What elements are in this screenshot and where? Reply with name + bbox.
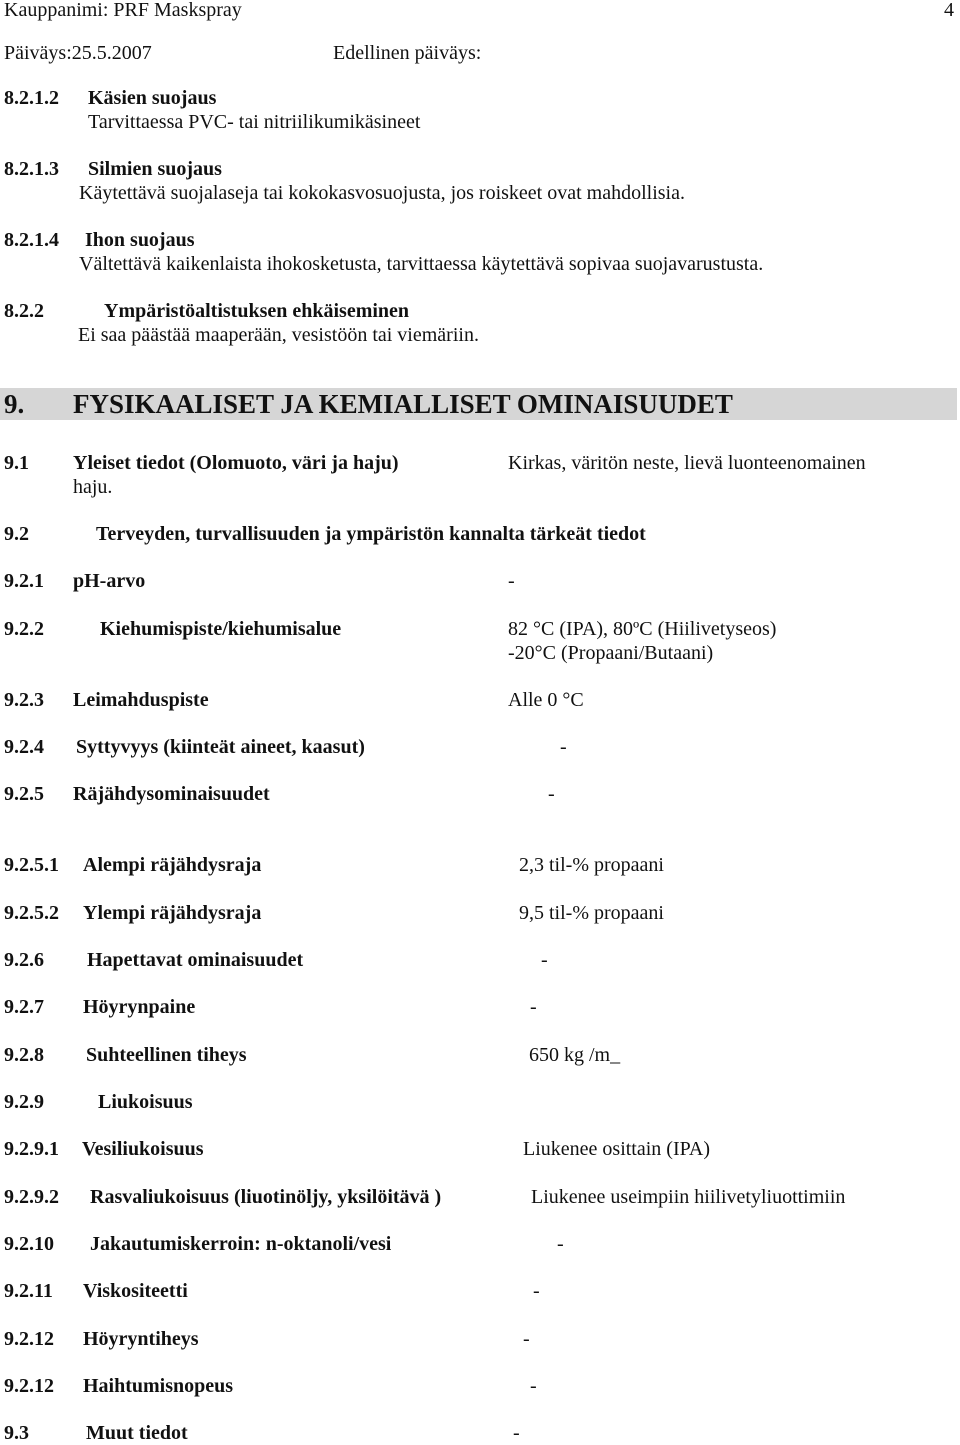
section-title: Yleiset tiedot (Olomuoto, väri ja haju)	[73, 452, 399, 474]
property-number: 9.2.3	[4, 689, 44, 711]
section-9-number: 9.	[4, 389, 25, 419]
property-value: Alle 0 °C	[508, 689, 584, 711]
property-number: 9.2.5.2	[4, 902, 59, 924]
property-label: Viskositeetti	[83, 1280, 188, 1302]
property-label: pH-arvo	[73, 570, 146, 592]
property-value: 82 °C (IPA), 80ºC (Hiilivetyseos)	[508, 618, 777, 640]
property-value: 650 kg /m_	[529, 1044, 621, 1066]
property-number: 9.2.8	[4, 1044, 44, 1066]
property-value: -	[508, 570, 515, 592]
property-value: -	[541, 949, 548, 971]
section-title: Ihon suojaus	[85, 229, 195, 251]
property-number: 9.2.7	[4, 996, 44, 1018]
section-title: Silmien suojaus	[88, 158, 222, 180]
property-value: -	[523, 1328, 530, 1350]
property-label: Leimahduspiste	[73, 689, 209, 711]
property-label: Rasvaliukoisuus (liuotinöljy, yksilöitävä )	[90, 1186, 442, 1208]
property-label: Räjähdysominaisuudet	[73, 783, 270, 805]
property-label: Höyryntiheys	[83, 1328, 199, 1350]
property-value: -	[560, 736, 567, 758]
property-value: -	[530, 1375, 537, 1397]
property-number: 9.2.5	[4, 783, 44, 805]
property-value: -	[548, 783, 555, 805]
property-number: 9.2.6	[4, 949, 44, 971]
section-number: 9.1	[4, 452, 29, 474]
property-number: 9.2.11	[4, 1280, 53, 1302]
property-number: 9.2.4	[4, 736, 44, 758]
property-value: 2,3 til-% propaani	[519, 854, 664, 876]
property-label: Vesiliukoisuus	[82, 1138, 204, 1160]
section-title: Terveyden, turvallisuuden ja ympäristön kannalta tärkeät tiedot	[96, 523, 646, 545]
property-label: Syttyvyys (kiinteät aineet, kaasut)	[76, 736, 365, 758]
property-label: Kiehumispiste/kiehumisalue	[100, 618, 342, 640]
property-number: 9.2.9.1	[4, 1138, 59, 1160]
property-value: -	[513, 1422, 520, 1444]
product-name: Kauppanimi: PRF Maskspray	[4, 0, 242, 21]
section-value-continued: haju.	[73, 476, 113, 498]
section-title: Ympäristöaltistuksen ehkäiseminen	[104, 300, 410, 322]
property-label: Höyrynpaine	[83, 996, 196, 1018]
section-text: Tarvittaessa PVC- tai nitriilikumikäsineet	[88, 111, 421, 133]
property-label: Muut tiedot	[86, 1422, 188, 1444]
property-value: 9,5 til-% propaani	[519, 902, 664, 924]
section-number: 9.2	[4, 523, 29, 545]
property-value: -	[530, 996, 537, 1018]
section-text: Ei saa päästää maaperään, vesistöön tai viemäriin.	[78, 324, 479, 346]
property-number: 9.2.12	[4, 1328, 54, 1350]
property-value: Liukenee osittain (IPA)	[523, 1138, 711, 1160]
property-number: 9.2.2	[4, 618, 44, 640]
property-label: Alempi räjähdysraja	[83, 854, 262, 876]
property-number: 9.3	[4, 1422, 29, 1444]
property-label: Suhteellinen tiheys	[86, 1044, 247, 1066]
property-label: Hapettavat ominaisuudet	[87, 949, 304, 971]
property-value: -	[557, 1233, 564, 1255]
section-text: Käytettävä suojalaseja tai kokokasvosuojusta, jos roiskeet ovat mahdollisia.	[79, 182, 685, 204]
property-label: Haihtumisnopeus	[83, 1375, 234, 1397]
section-number: 8.2.1.3	[4, 158, 59, 180]
property-label: Ylempi räjähdysraja	[83, 902, 262, 924]
page-number: 4	[944, 0, 954, 21]
section-text: Vältettävä kaikenlaista ihokosketusta, tarvittaessa käytettävä sopivaa suojavarustusta.	[79, 253, 764, 275]
property-value: -	[533, 1280, 540, 1302]
property-number: 9.2.9	[4, 1091, 44, 1113]
property-number: 9.2.9.2	[4, 1186, 59, 1208]
property-number: 9.2.10	[4, 1233, 54, 1255]
section-number: 8.2.2	[4, 300, 44, 322]
property-label: Jakautumiskerroin: n-oktanoli/vesi	[90, 1233, 392, 1255]
property-value: Liukenee useimpiin hiilivetyliuottimiin	[531, 1186, 846, 1208]
property-number: 9.2.5.1	[4, 854, 59, 876]
document-date: Päiväys:25.5.2007	[4, 42, 152, 64]
property-number: 9.2.12	[4, 1375, 54, 1397]
section-number: 8.2.1.4	[4, 229, 59, 251]
section-number: 8.2.1.2	[4, 87, 59, 109]
section-value: Kirkas, väritön neste, lievä luonteenomainen	[508, 452, 866, 474]
property-label: Liukoisuus	[98, 1091, 193, 1113]
previous-date: Edellinen päiväys:	[333, 42, 482, 64]
property-number: 9.2.1	[4, 570, 44, 592]
section-9-title: FYSIKAALISET JA KEMIALLISET OMINAISUUDET	[73, 389, 733, 419]
property-value-line2: -20°C (Propaani/Butaani)	[508, 642, 714, 664]
section-title: Käsien suojaus	[88, 87, 217, 109]
